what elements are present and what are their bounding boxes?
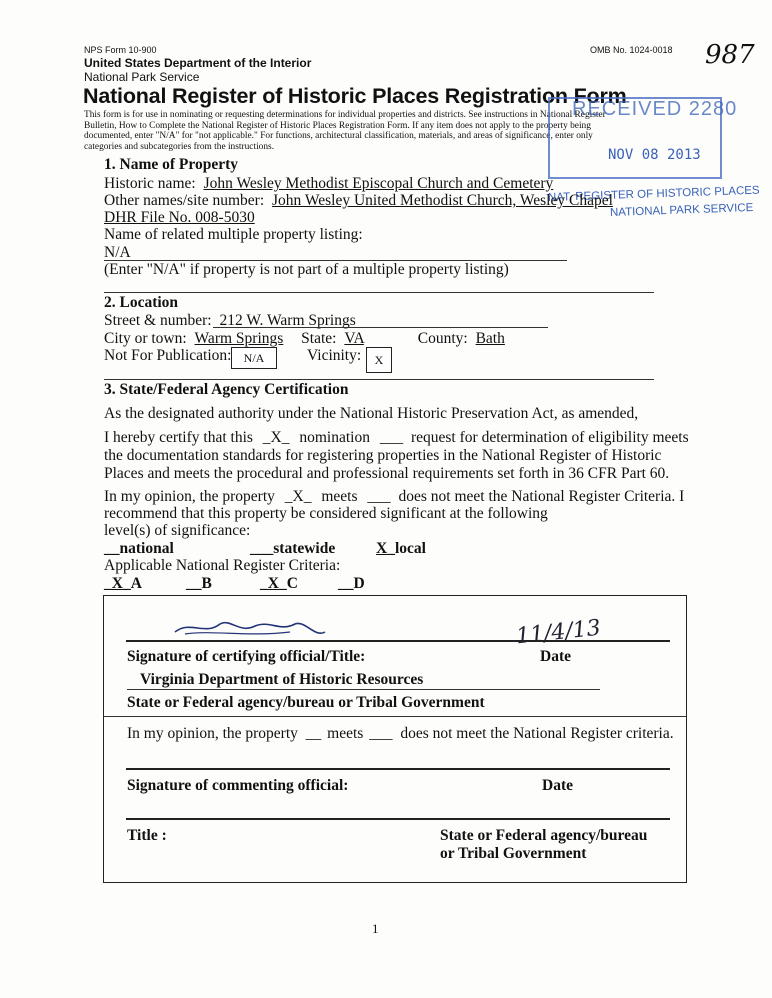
department-name: United States Department of the Interior [84, 56, 312, 70]
state-value: VA [344, 330, 364, 347]
agency-label-2b: or Tribal Government [440, 845, 587, 862]
agency-line [127, 689, 600, 690]
register-stamp-line1: NAT. REGISTER OF HISTORIC PLACES [547, 184, 760, 204]
section-divider [104, 379, 654, 380]
other-names-value: John Wesley United Methodist Church, Wesley Chapel [272, 192, 613, 209]
dhr-file-number: DHR File No. 008-5030 [104, 209, 255, 226]
page-number: 1 [372, 921, 379, 936]
vicinity-box: X [366, 347, 392, 373]
criteria-b: __B [186, 575, 212, 592]
meets-check: X [292, 488, 304, 505]
level-statewide: ___statewide [250, 540, 336, 557]
instructions-line: Bulletin, How to Complete the National Register of Historic Places Registration Form. If any item does not apply to the property being [84, 120, 591, 131]
meets-label: meets [321, 488, 358, 505]
section1-heading: 1. Name of Property [104, 156, 239, 173]
title-label: Title : [127, 827, 167, 844]
request-label: request for determination of eligibility meets [410, 429, 689, 446]
instructions-line: categories and subcategories from the instructions. [84, 141, 275, 152]
level-national: __national [104, 540, 174, 557]
criteria-d: __D [338, 575, 365, 592]
opinion-line: In my opinion, the property _X_ meets ___ does not meet the National Register Criteria. I [104, 488, 685, 505]
form-title: National Register of Historic Places Registration Form [83, 84, 627, 108]
handwritten-date: 11/4/13 [514, 615, 602, 650]
city-value: Warm Springs [194, 330, 284, 347]
street-label: Street & number: [104, 312, 212, 329]
historic-name-label: Historic name: [104, 175, 196, 192]
handwritten-number: 987 [705, 40, 755, 70]
historic-name-value: John Wesley Methodist Episcopal Church and Cemetery [203, 175, 554, 192]
criteria-label: Applicable National Register Criteria: [104, 557, 341, 574]
street-value: 212 W. Warm Springs [219, 312, 356, 329]
agency-label: State or Federal agency/bureau or Tribal Government [127, 694, 485, 711]
state-label: State: [301, 330, 337, 347]
nfp-label: Not For Publication: [104, 347, 232, 364]
county-label: County: [417, 330, 468, 347]
signature-line [126, 640, 670, 642]
related-listing-note: (Enter "N/A" if property is not part of a multiple property listing) [104, 261, 509, 278]
received-stamp-date: NOV 08 2013 [608, 147, 701, 163]
agency-label-2a: State or Federal agency/bureau [440, 827, 648, 844]
certify-line: I hereby certify that this _X_ nomination ___ request for determination of eligibility meets [104, 429, 689, 446]
instructions-line: This form is for use in nominating or requesting determinations for individual properties and districts. See instructions in National Register [84, 110, 606, 120]
related-listing-value: N/A [104, 244, 131, 261]
certify-line-3: Places and meets the procedural and professional requirements set forth in 36 CFR Part 60. [104, 465, 670, 482]
commenting-signature-line [126, 768, 670, 770]
form-instructions [84, 110, 606, 152]
street-line [213, 327, 548, 328]
local-check: X [376, 540, 388, 557]
received-stamp-text: RECEIVED 2280 [572, 98, 738, 120]
agency-value: Virginia Department of Historic Resources [140, 671, 424, 688]
level-local: X_local [376, 540, 426, 557]
city-label: City or town: [104, 330, 187, 347]
nomination-check: X [270, 429, 282, 446]
commenting-signature-label: Signature of commenting official: [127, 777, 349, 794]
certify-line-2: the documentation standards for registering properties in the National Register of Historic [104, 447, 662, 464]
city-row [104, 330, 505, 348]
certifying-date-label: Date [540, 648, 571, 665]
service-name: National Park Service [84, 70, 200, 84]
nomination-label: nomination [299, 429, 370, 446]
form-number: NPS Form 10-900 [84, 45, 157, 55]
criteria-c: _X_C [260, 575, 298, 592]
vicinity-label: Vicinity: [307, 347, 362, 364]
section2-heading: 2. Location [104, 294, 179, 311]
nfp-box: N/A [231, 347, 277, 369]
opinion-line-2: recommend that this property be considered significant at the following [104, 505, 548, 522]
instructions-line: documented, enter "N/A" for "not applicable." For functions, architectural classification, materials, and areas of significance, enter only [84, 131, 593, 141]
omb-number: OMB No. 1024-0018 [590, 45, 673, 55]
opinion-text: In my opinion, the property [104, 488, 275, 505]
other-names-row [104, 192, 613, 210]
opinion-line-3: level(s) of significance: [104, 522, 251, 539]
historic-name-row [104, 175, 553, 193]
certify-text: I hereby certify that this [104, 429, 253, 446]
county-value: Bath [475, 330, 505, 347]
box-divider [103, 716, 686, 717]
section-divider [104, 292, 654, 293]
section3-heading: 3. State/Federal Agency Certification [104, 381, 349, 398]
register-stamp-line2: NATIONAL PARK SERVICE [609, 201, 754, 219]
criteria-a: _X_A [104, 575, 142, 592]
commenting-date-label: Date [542, 777, 573, 794]
other-names-label: Other names/site number: [104, 192, 265, 209]
authority-intro: As the designated authority under the National Historic Preservation Act, as amended, [104, 405, 639, 422]
commenting-opinion: In my opinion, the property __ meets ___ does not meet the National Register criteria. [127, 725, 674, 742]
does-not-meet-label: does not meet the National Register Criteria. I [398, 488, 685, 505]
title-line [126, 818, 670, 820]
certifying-signature-label: Signature of certifying official/Title: [127, 648, 366, 665]
related-listing-label: Name of related multiple property listing: [104, 226, 363, 243]
